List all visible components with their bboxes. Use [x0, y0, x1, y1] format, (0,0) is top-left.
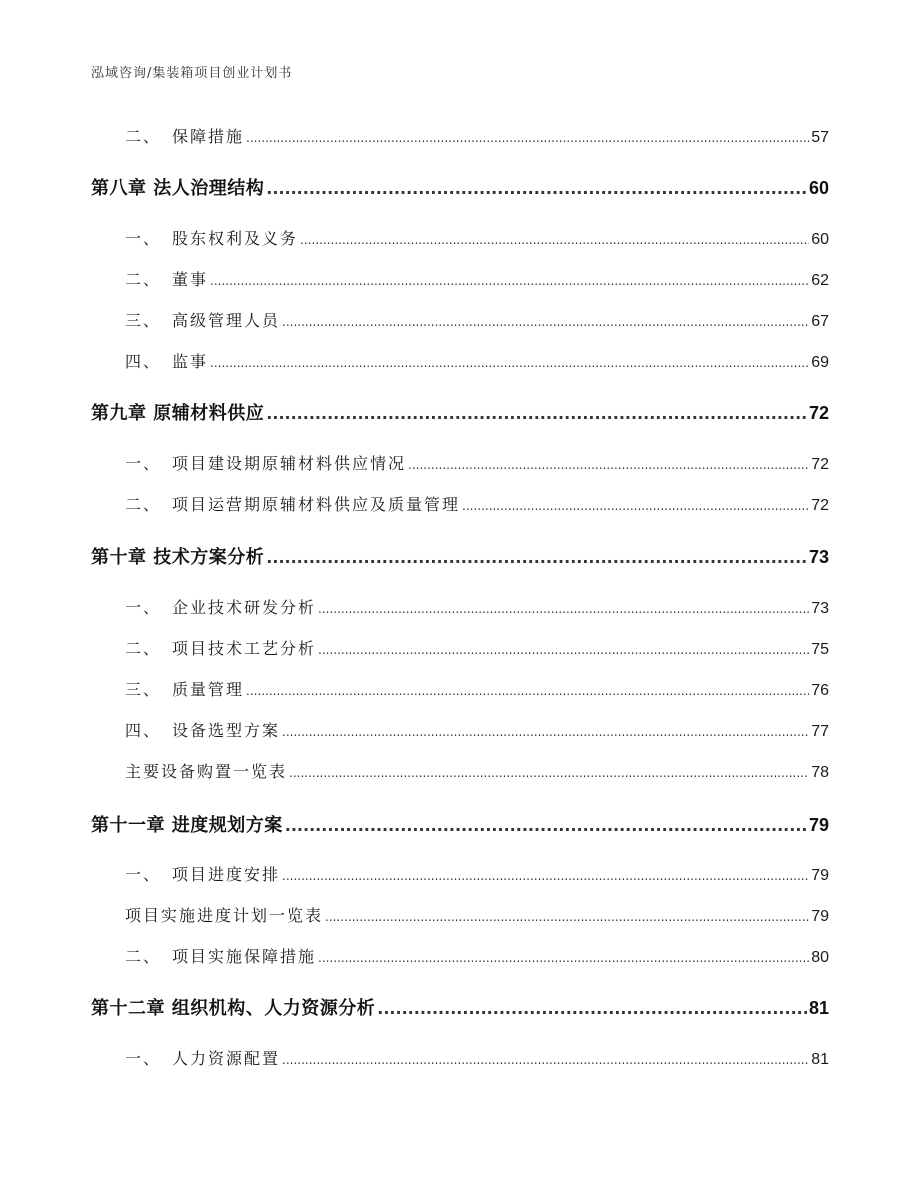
toc-entry[interactable]	[125, 862, 829, 885]
toc-entry-number: 二、	[125, 947, 162, 966]
dot-leader	[266, 548, 807, 567]
toc-entry-title: 主要设备购置一览表	[125, 762, 288, 781]
toc-entry-title: 高级管理人员	[172, 311, 281, 330]
toc-entry-number: 一、	[125, 1049, 162, 1068]
toc-entry-page: 72	[811, 456, 829, 473]
toc-entry-title: 人力资源配置	[172, 1049, 281, 1068]
dot-leader	[282, 1053, 809, 1067]
toc-entry-number: 二、	[125, 270, 162, 289]
dot-leader	[377, 999, 807, 1018]
toc-entry-page: 81	[811, 1051, 829, 1068]
toc-entry-number: 一、	[125, 454, 162, 473]
toc-entry[interactable]	[125, 718, 829, 741]
toc-entry-page: 67	[811, 313, 829, 330]
toc-entry-number: 三、	[125, 680, 162, 699]
toc-entry-title: 项目建设期原辅材料供应情况	[172, 454, 407, 473]
dot-leader	[300, 233, 809, 247]
toc-chapter-title: 第十一章 进度规划方案	[91, 815, 283, 836]
dot-leader	[318, 951, 809, 965]
dot-leader	[210, 356, 809, 370]
toc-chapter-page: 72	[808, 403, 829, 423]
toc-entry-page: 77	[811, 723, 829, 740]
toc-entry-page: 73	[811, 600, 829, 617]
dot-leader	[246, 131, 809, 145]
toc-entry-title: 监事	[172, 352, 209, 371]
toc-entry[interactable]	[125, 267, 829, 290]
toc-chapter-page: 81	[808, 998, 829, 1018]
toc-chapter[interactable]	[91, 543, 829, 569]
dot-leader	[462, 499, 809, 513]
dot-leader	[318, 602, 809, 616]
toc-entry-number: 一、	[125, 229, 162, 248]
running-header: 泓域咨询/集装箱项目创业计划书	[91, 66, 293, 81]
toc-chapter-title: 第十二章 组织机构、人力资源分析	[91, 998, 376, 1019]
dot-leader	[289, 766, 809, 780]
toc-entry-title: 项目进度安排	[172, 865, 281, 884]
toc-entry-number: 三、	[125, 311, 162, 330]
toc-entry[interactable]	[125, 451, 829, 474]
toc-chapter[interactable]	[91, 399, 829, 425]
toc-entry-page: 69	[811, 354, 829, 371]
dot-leader	[246, 684, 809, 698]
toc-chapter-title: 第八章 法人治理结构	[91, 178, 265, 199]
toc-chapter-title: 第十章 技术方案分析	[91, 547, 265, 568]
toc-entry-title: 质量管理	[172, 680, 245, 699]
toc-entry-title: 董事	[172, 270, 209, 289]
toc-chapter[interactable]	[91, 994, 829, 1020]
dot-leader	[282, 725, 809, 739]
toc-entry-number: 一、	[125, 865, 162, 884]
toc-entry[interactable]	[125, 944, 829, 967]
toc-entry-page: 76	[811, 682, 829, 699]
toc-entry-page: 78	[811, 764, 829, 781]
toc-chapter-title: 第九章 原辅材料供应	[91, 403, 265, 424]
toc-entry-page: 80	[811, 949, 829, 966]
toc-entry-page: 60	[811, 231, 829, 248]
toc-entry[interactable]	[125, 124, 829, 147]
toc-entry-page: 62	[811, 272, 829, 289]
toc-chapter-page: 73	[808, 547, 829, 567]
dot-leader	[210, 274, 809, 288]
toc-entry-page: 79	[811, 908, 829, 925]
toc-entry-page: 72	[811, 497, 829, 514]
dot-leader	[266, 404, 807, 423]
toc-entry-number: 二、	[125, 127, 162, 146]
toc-entry-number: 二、	[125, 495, 162, 514]
toc-entry-page: 57	[811, 129, 829, 146]
toc-entry[interactable]	[125, 492, 829, 515]
toc-entry-number: 一、	[125, 598, 162, 617]
toc-entry[interactable]	[125, 759, 829, 782]
toc-entry-number: 二、	[125, 639, 162, 658]
toc-entry-title: 设备选型方案	[172, 721, 281, 740]
toc-entry[interactable]	[125, 1046, 829, 1069]
toc-entry-title: 项目技术工艺分析	[172, 639, 317, 658]
toc-entry-number: 四、	[125, 352, 162, 371]
dot-leader	[282, 315, 809, 329]
toc-entry-number: 四、	[125, 721, 162, 740]
toc-entry-title: 股东权利及义务	[172, 229, 299, 248]
dot-leader	[325, 910, 809, 924]
dot-leader	[318, 643, 809, 657]
toc-entry[interactable]	[125, 595, 829, 618]
toc-entry-title: 保障措施	[172, 127, 245, 146]
dot-leader	[266, 179, 807, 198]
dot-leader	[408, 458, 809, 472]
toc-entry[interactable]	[125, 903, 829, 926]
toc-entry-page: 79	[811, 867, 829, 884]
toc-entry[interactable]	[125, 636, 829, 659]
toc-chapter[interactable]	[91, 174, 829, 200]
toc-entry-title: 项目运营期原辅材料供应及质量管理	[172, 495, 461, 514]
toc-chapter-page: 60	[808, 178, 829, 198]
toc-chapter[interactable]	[91, 811, 829, 837]
dot-leader	[285, 816, 807, 835]
toc-entry[interactable]	[125, 677, 829, 700]
toc-chapter-page: 79	[808, 815, 829, 835]
toc-entry[interactable]	[125, 349, 829, 372]
toc-entry-title: 项目实施保障措施	[172, 947, 317, 966]
dot-leader	[282, 869, 809, 883]
toc-entry[interactable]	[125, 308, 829, 331]
toc-entry-title: 企业技术研发分析	[172, 598, 317, 617]
toc-entry-title: 项目实施进度计划一览表	[125, 906, 324, 925]
toc-entry[interactable]	[125, 226, 829, 249]
toc-entry-page: 75	[811, 641, 829, 658]
